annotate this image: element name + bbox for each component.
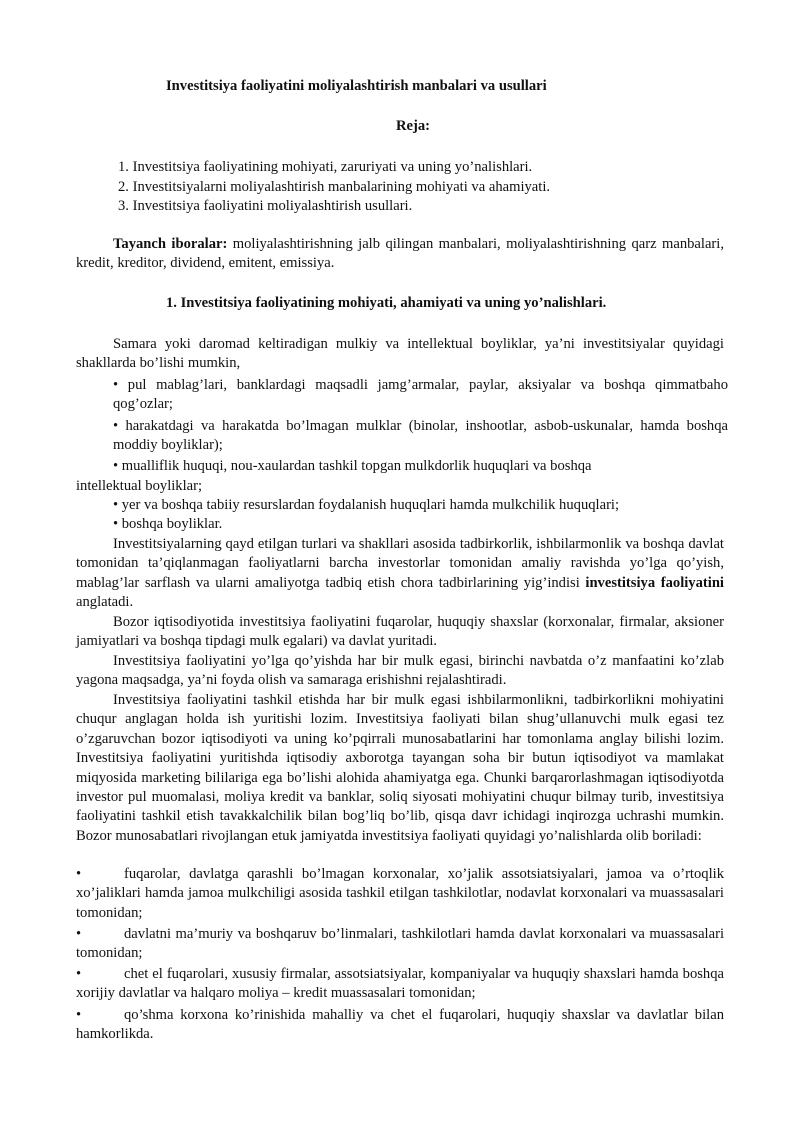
plan-item: 1. Investitsiya faoliyatining mohiyati, zaruriyati va uning yo’nalishlari. <box>118 159 533 175</box>
direction-text: davlatni ma’muriy va boshqaruv bo’linmalari, tashkilotlari hamda davlat korxonalari va muassasalari tomonidan; <box>76 926 724 962</box>
plan-item: 3. Investitsiya faoliyatini moliyalashtirish usullari. <box>118 198 413 215</box>
direction-item <box>76 925 724 964</box>
bullet-icon: • <box>76 966 82 982</box>
goal-paragraph: Investitsiya faoliyatini yo’lga qo’yishda har bir mulk egasi, birinchi navbatda o’z manfaatini ko’zlab yagona maqsadga, ya’ni foyda olish va samaraga erishishni rejalashtiradi. <box>76 653 724 689</box>
bullet-icon: • <box>76 926 82 942</box>
plan-item: 2. Investitsiyalarni moliyalashtirish manbalarining mohiyati va ahamiyati. <box>118 178 551 195</box>
document-title: Investitsiya faoliyatini moliyalashtirish manbalari va usullari <box>166 78 547 94</box>
definition-text-start: Investitsiyalarning qayd etilgan turlari va shakllari asosida tadbirkorlik, ishbilarmonlik va boshqa davlat tomonidan ta’qiqlanmagan faoliyatlarni barcha investorlar tomonidan amaliy ravishda yo’lga qo’yish, mablag’lar sarflash va ularni amaliyotga tadbiq etish chora tadbirlarining yig’indisi <box>76 536 724 591</box>
direction-item <box>76 1006 724 1045</box>
forms-bullet: • yer va boshqa tabiiy resurslardan foydalanish huquqlari hamda mulkchilik huquqlari; <box>113 497 620 513</box>
direction-item <box>76 965 724 1004</box>
direction-text: chet el fuqarolari, xususiy firmalar, assotsiatsiyalar, kompaniyalar va huquqiy shaxslari hamda boshqa xorijiy davlatlar va halqaro moliya – kredit muassasalari tomonidan; <box>76 966 724 1002</box>
plan-list <box>118 158 550 217</box>
direction-text: fuqarolar, davlatga qarashli bo’lmagan korxonalar, xo’jalik assotsiatsiyalari, jamoa va o’rtoqlik xo’jaliklari hamda jamoa mulkchiligi asosida tashkil etilgan tashkilotlar, nodavlat korxonalari va muassasalari tomonidan; <box>76 866 724 921</box>
plan-heading: Reja: <box>395 118 431 134</box>
bullet-icon: • <box>76 1007 82 1023</box>
definition-paragraph <box>76 535 724 613</box>
keywords-text: moliyalashtirishning jalb qilingan manbalari, moliyalashtirishning qarz manbalari, kredit, kreditor, dividend, emitent, emissiya. <box>76 236 724 272</box>
forms-bullet: • harakatdagi va harakatda bo’lmagan mulklar (binolar, inshootlar, asbob-uskunalar, hamda boshqa moddiy boyliklar); <box>113 418 728 454</box>
definition-term: investitsiya faoliyatini <box>585 574 724 591</box>
direction-item <box>76 865 724 923</box>
bullet-icon: • <box>76 866 82 882</box>
market-paragraph: Bozor iqtisodiyotida investitsiya faoliyatini fuqarolar, huquqiy shaxslar (korxonalar, firmalar, aksioner jamiyatlari va boshqa tipdagi mulk egalari) va davlat yuritadi. <box>76 614 724 650</box>
forms-bullet: • boshqa boyliklar. <box>113 516 223 532</box>
forms-bullet: • pul mablag’lari, banklardagi maqsadli jamg’armalar, paylar, aksiyalar va boshqa qimmatbaho qog’ozlar; <box>113 377 728 413</box>
intro-paragraph: Samara yoki daromad keltiradigan mulkiy va intellektual boyliklar, ya’ni investitsiyalar quyidagi shakllarda bo’lishi mumkin, <box>76 336 724 372</box>
organization-paragraph: Investitsiya faoliyatini tashkil etishda har bir mulk egasi ishbilarmonlikni, tadbirkorlikni mohiyatini chuqur anglagan holda ish yuritishi lozim. Investitsiya faoliyati bilan shug’ullanuvchi mulk egasi tez o’zgaruvchan bozor iqtisodiyoti va uning ko’pqirrali munosabatlarini har tomonlama anglay bilishi lozim. Investitsiya faoliyatini yuritishda iqtisodiy axborotga tayangan soha bir butun iqtisodiyot va mamlakat miqyosida marketing bililariga ega bo’lishi alohida ahamiyatga ega. Chunki barqarorlashmagan iqtisodiyotda investor pul muomalasi, moliya kredit va banklar, soliq siyosati mohiyatini chuqur bilmay turib, investitsiya faoliyatini tashkil etish tavakkalchilik bilan bog’liq bo’lib, qisqa davr ichidagi inqirozga uchrashi mumkin. Bozor munosabatlari rivojlangan etuk jamiyatda investitsiya faoliyati quyidagi yo’nalishlarda olib boriladi: <box>76 692 724 844</box>
definition-text-end: anglatadi. <box>76 594 134 611</box>
keywords-paragraph <box>76 235 724 274</box>
section-1-heading: 1. Investitsiya faoliyatining mohiyati, ahamiyati va uning yo’nalishlari. <box>166 295 607 311</box>
forms-bullet-continuation: intellektual boyliklar; <box>76 477 203 494</box>
direction-text: qo’shma korxona ko’rinishida mahalliy va chet el fuqarolari, huquqiy shaxslar va davlatlar bilan hamkorlikda. <box>76 1007 724 1043</box>
keywords-label: Tayanch iboralar: <box>113 236 228 252</box>
forms-bullet: • mualliflik huquqi, nou-xaulardan tashkil topgan mulkdorlik huquqlari va boshqa <box>113 458 592 474</box>
